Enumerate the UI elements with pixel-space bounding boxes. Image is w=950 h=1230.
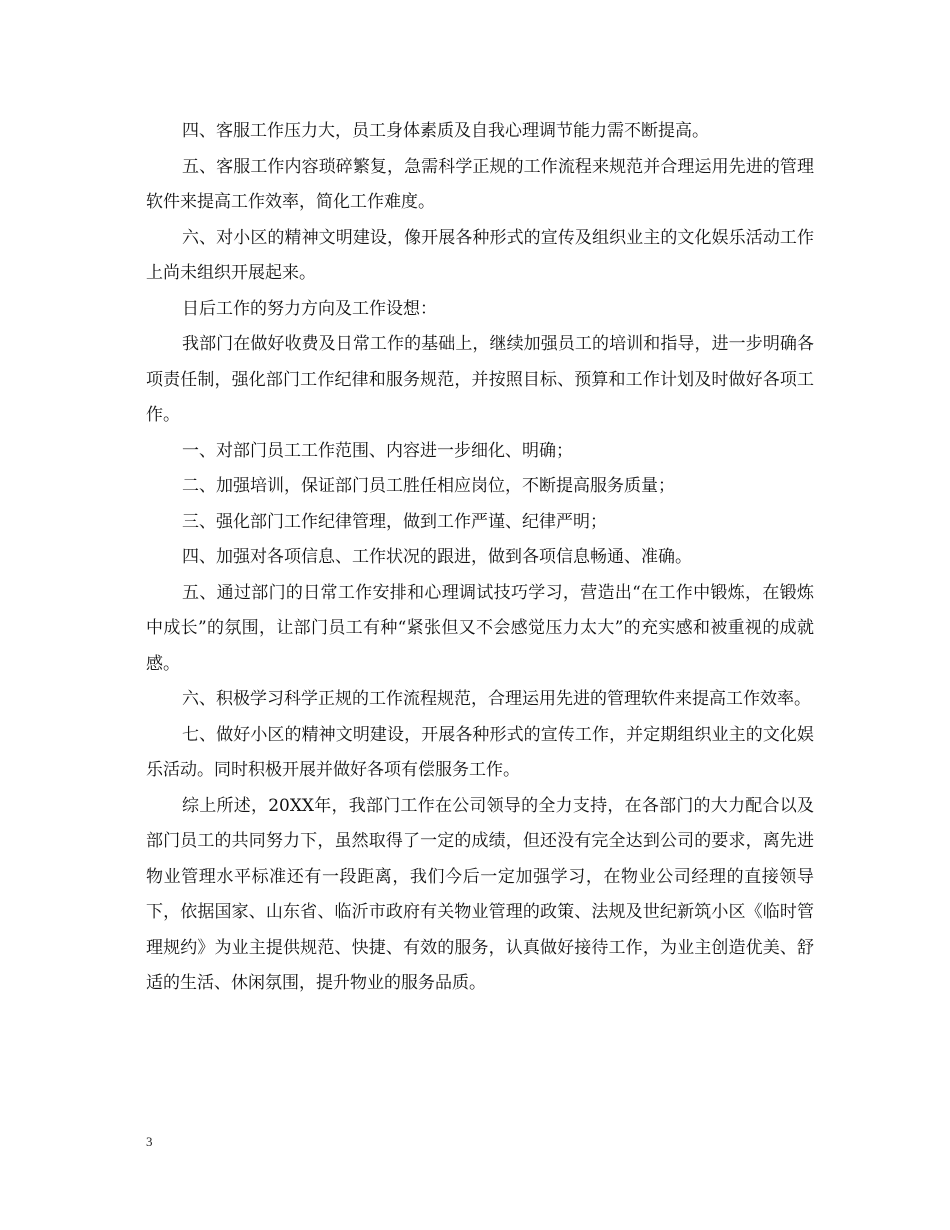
list-item: 三、强化部门工作纪律管理，做到工作严谨、纪律严明； [182,511,607,532]
page-number: 3 [146,1134,153,1149]
paragraph: 我部门在做好收费及日常工作的基础上，继续加强员工的培训和指导，进一步明确各项责任制，强化部门工作纪律和服务规范，并按照目标、预算和工作计划及时做好各项工作。 [146,334,814,425]
summary-paragraph: 综上所述，20XX年，我部门工作在公司领导的全力支持，在各部门的大力配合以及部门员工的共同努力下，虽然取得了一定的成绩，但还没有完全达到公司的要求，离先进物业管理水平标准还有一段距离，我们今后一定加强学习，在物业公司经理的直接领导下，依据国家、山东省、临沂市政府有关物业管理的政策、法规及世纪新筑小区《临时管理规约》为业主提供规范、快捷、有效的服务，认真做好接待工作，为业主创造优美、舒适的生活、休闲氛围，提升物业的服务品质。 [146,795,814,993]
paragraph: 五、客服工作内容琐碎繁复，急需科学正规的工作流程来规范并合理运用先进的管理软件来提高工作效率，简化工作难度。 [146,156,814,212]
list-item: 四、加强对各项信息、工作状况的跟进，做到各项信息畅通、准确。 [182,547,692,567]
document-body [146,114,814,1002]
paragraph: 六、对小区的精神文明建设，像开展各种形式的宣传及组织业主的文化娱乐活动工作上尚未组织开展起来。 [146,227,814,283]
paragraph: 四、客服工作压力大，员工身体素质及自我心理调节能力需不断提高。 [182,121,709,141]
list-item: 六、积极学习科学正规的工作流程规范，合理运用先进的管理软件来提高工作效率。 [182,689,811,709]
section-heading: 日后工作的努力方向及工作设想： [182,298,437,319]
list-item: 一、对部门员工工作范围、内容进一步细化、明确； [182,440,573,461]
list-item: 二、加强培训，保证部门员工胜任相应岗位，不断提高服务质量； [182,476,675,496]
list-item: 五、通过部门的日常工作安排和心理调试技巧学习，营造出“在工作中锻炼，在锻炼中成长”的氛围，让部门员工有种“紧张但又不会感觉压力太大”的充实感和被重视的成就感。 [146,582,814,674]
list-item: 七、做好小区的精神文明建设，开展各种形式的宣传工作，并定期组织业主的文化娱乐活动。同时积极开展并做好各项有偿服务工作。 [146,724,814,780]
